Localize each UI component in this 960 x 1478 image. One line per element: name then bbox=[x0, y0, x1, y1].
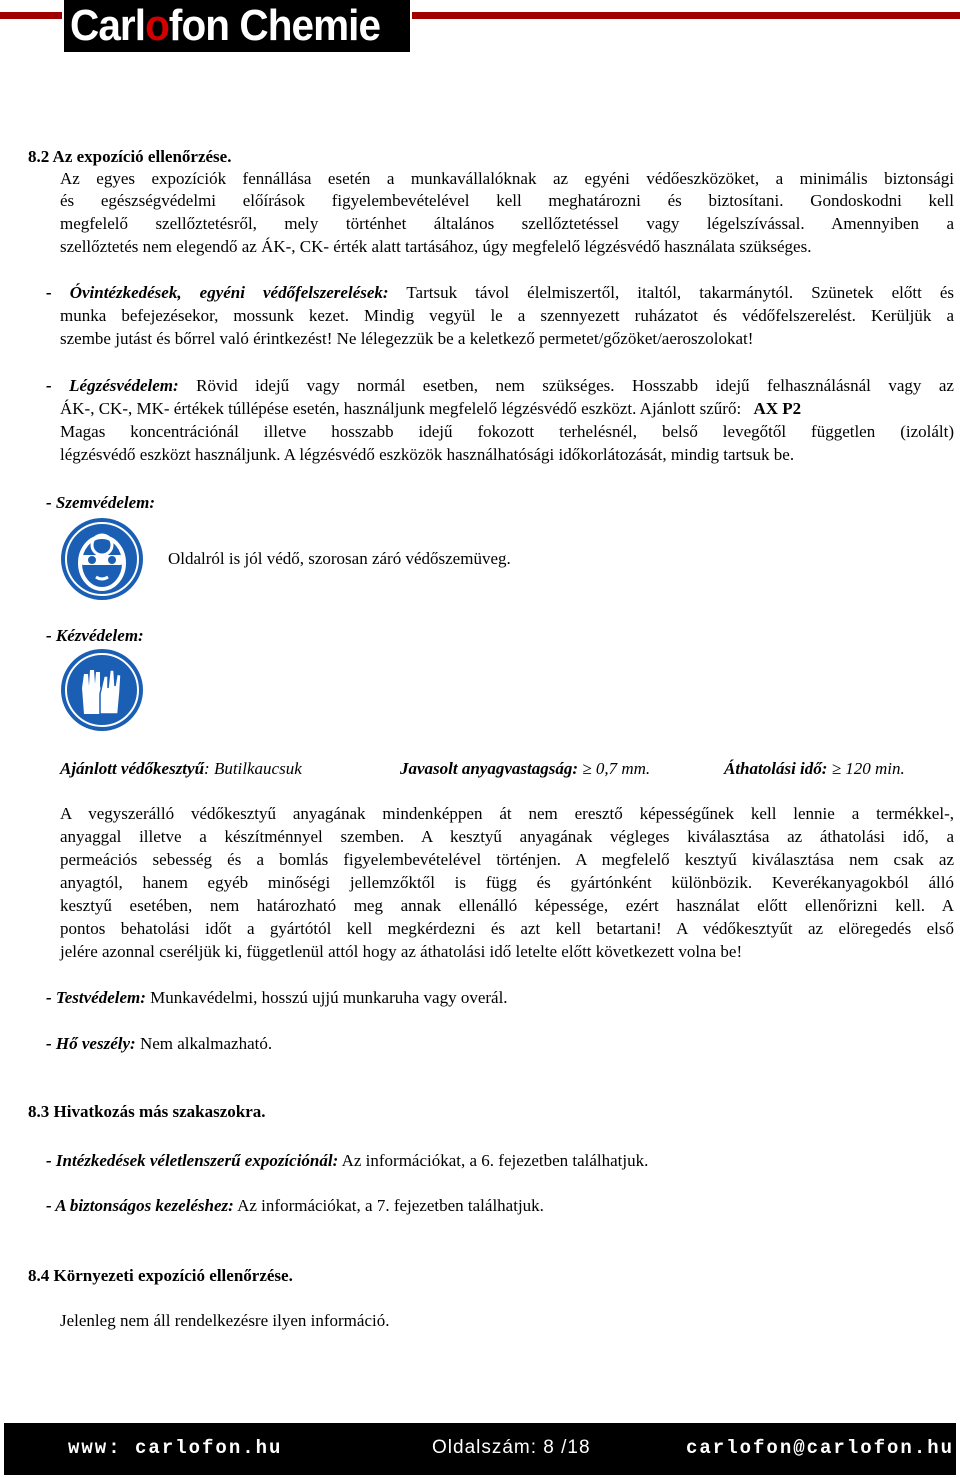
company-logo bbox=[64, 0, 410, 52]
section-8-3-title: 8.3 Hivatkozás más szakaszokra. bbox=[28, 1102, 266, 1121]
safety-goggles-icon bbox=[60, 517, 144, 601]
permeation-label: Áthatolási idő: bbox=[724, 759, 828, 778]
safe-handling-label: - A biztonságos kezeléshez: bbox=[46, 1196, 234, 1215]
glove-para-line-7: jelére azonnal cseréljük ki, függetlenül attól hogy az áthatolási idő letelte előtt következett volna be! bbox=[60, 942, 743, 961]
accidental-exposure: - Intézkedések véletlenszerű expozíciónál: Az információkat, a 6. fejezetben találhatjuk. bbox=[46, 1151, 649, 1170]
permeation-time bbox=[724, 758, 905, 780]
recommended-glove-label: Ajánlott védőkesztyű bbox=[60, 759, 205, 778]
glove-para-line-2: anyaggal illetve a készítménnyel szemben. A kesztyű anyagának végleges kiválasztása az áthatolási idő, a bbox=[60, 827, 954, 846]
section-8-2-title: 8.2 Az expozíció ellenőrzése. bbox=[28, 147, 232, 166]
respiratory-line-2: ÁK-, CK-, MK- értékek túllépése esetén, használjunk megfelelő légzésvédő eszközt. Ajánlott szűrő: AX P2 bbox=[60, 399, 802, 418]
body-protection: - Testvédelem: Munkavédelmi, hosszú ujjú munkaruha vagy overál. bbox=[46, 988, 508, 1007]
environmental-exposure-text: Jelenleg nem áll rendelkezésre ilyen információ. bbox=[60, 1311, 390, 1330]
glove-para-line-5: kesztyű esetében, nem határozható meg annak ellenálló képessége, ezért használat előtt ellenőrizni kell. A bbox=[60, 896, 954, 915]
hand-protection-label: - Kézvédelem: bbox=[46, 626, 144, 645]
eye-protection-label: - Szemvédelem: bbox=[46, 493, 156, 512]
glove-para-line-6: pontos behatolási időt a gyártótól kell megkérdezni és azt kell betartani! A védőkesztyűt az elöregedés első bbox=[60, 919, 954, 938]
precautions-label: - Óvintézkedések, egyéni védőfelszerelések: bbox=[46, 283, 389, 302]
glove-para-line-1: A vegyszerálló védőkesztyű anyagának mindenképpen át nem eresztő képességűnek kell lennie a termékkel-, bbox=[60, 804, 954, 823]
glove-para-line-4: anyagtól, hanem egyéb minőségi jellemzőktől is függ és gyártónként különbözik. Keverékanyagokból álló bbox=[60, 873, 954, 892]
accidental-exposure-label: - Intézkedések véletlenszerű expozíciónál: bbox=[46, 1151, 339, 1170]
header-stripe-right bbox=[412, 12, 960, 19]
header-stripe-left bbox=[0, 12, 62, 19]
safe-handling: - A biztonságos kezeléshez: Az információkat, a 7. fejezetben találhatjuk. bbox=[46, 1196, 544, 1215]
footer-website[interactable]: www: carlofon.hu bbox=[68, 1437, 283, 1459]
recommended-glove-value: : Butilkaucsuk bbox=[204, 759, 302, 778]
eye-protection-text: Oldalról is jól védő, szorosan záró védőszemüveg. bbox=[168, 549, 511, 568]
intro-line-1: Az egyes expozíciók fennállása esetén a munkavállalóknak az egyéni védőeszközöket, a minimális biztonsági bbox=[60, 169, 954, 188]
footer-page-number: Oldalszám: 8 /18 bbox=[432, 1437, 591, 1458]
page-footer bbox=[4, 1423, 956, 1475]
filter-type: AX P2 bbox=[753, 399, 802, 418]
body-protection-label: - Testvédelem: bbox=[46, 988, 146, 1007]
precautions-line-3: szembe jutást és bőrrel való érintkezést! Ne lélegezzük be a keletkező permetet/gőzöket/aeroszolokat! bbox=[60, 329, 754, 348]
heat-hazard: - Hő veszély: Nem alkalmazható. bbox=[46, 1034, 273, 1053]
respiratory-line-3: Magas koncentrációnál illetve hosszabb idejű fokozott terhelésnél, belső levegőtől független (izolált) bbox=[60, 422, 954, 441]
respiratory-label: - Légzésvédelem: bbox=[46, 376, 179, 395]
glove-para-line-3: permeációs sebesség és a bomlás figyelembevételével történjen. A megfelelő kesztyű kiválasztása nem csak az bbox=[60, 850, 954, 869]
logo-text: Carlofon Chemie bbox=[70, 1, 381, 50]
thickness-label: Javasolt anyagvastagság: bbox=[400, 759, 579, 778]
heat-hazard-label: - Hő veszély: bbox=[46, 1034, 136, 1053]
precautions-line-1: - Óvintézkedések, egyéni védőfelszerelések: Tartsuk távol élelmiszertől, italtól, takarmánytól. Szünetek előtt és bbox=[46, 283, 955, 302]
recommended-glove bbox=[60, 758, 302, 780]
material-thickness bbox=[400, 758, 650, 780]
protective-gloves-icon bbox=[60, 648, 144, 732]
permeation-value: ≥ 120 min. bbox=[831, 759, 905, 778]
thickness-value: ≥ 0,7 mm. bbox=[582, 759, 651, 778]
respiratory-line-4: légzésvédő eszközt használjunk. A légzésvédő eszközök használhatósági időkorlátozását, mindig tartsuk be. bbox=[60, 445, 795, 464]
intro-line-2: és egészségvédelmi előírások figyelembevételével kell meghatározni és biztosítani. Gondoskodni kell bbox=[60, 191, 954, 210]
intro-line-3: megfelelő szellőztetésről, mely történhet általános szellőztetéssel vagy légelszívással. Amennyiben a bbox=[60, 214, 954, 233]
section-8-4-title: 8.4 Környezeti expozíció ellenőrzése. bbox=[28, 1266, 293, 1285]
footer-email[interactable]: carlofon@carlofon.hu bbox=[686, 1437, 955, 1459]
precautions-line-2: munka befejezésekor, mossunk kezet. Mindig vegyül le a szennyezett ruházatot és védőfelszerelést. Kerüljük a bbox=[60, 306, 954, 325]
respiratory-line-1: - Légzésvédelem: Rövid idejű vagy normál esetben, nem szükséges. Hosszabb idejű felhasználásnál vagy az bbox=[46, 376, 954, 395]
intro-line-4: szellőztetés nem elegendő az ÁK-, CK- érték alatt tartásához, úgy megfelelő légzésvédő használata szükséges. bbox=[60, 237, 812, 256]
